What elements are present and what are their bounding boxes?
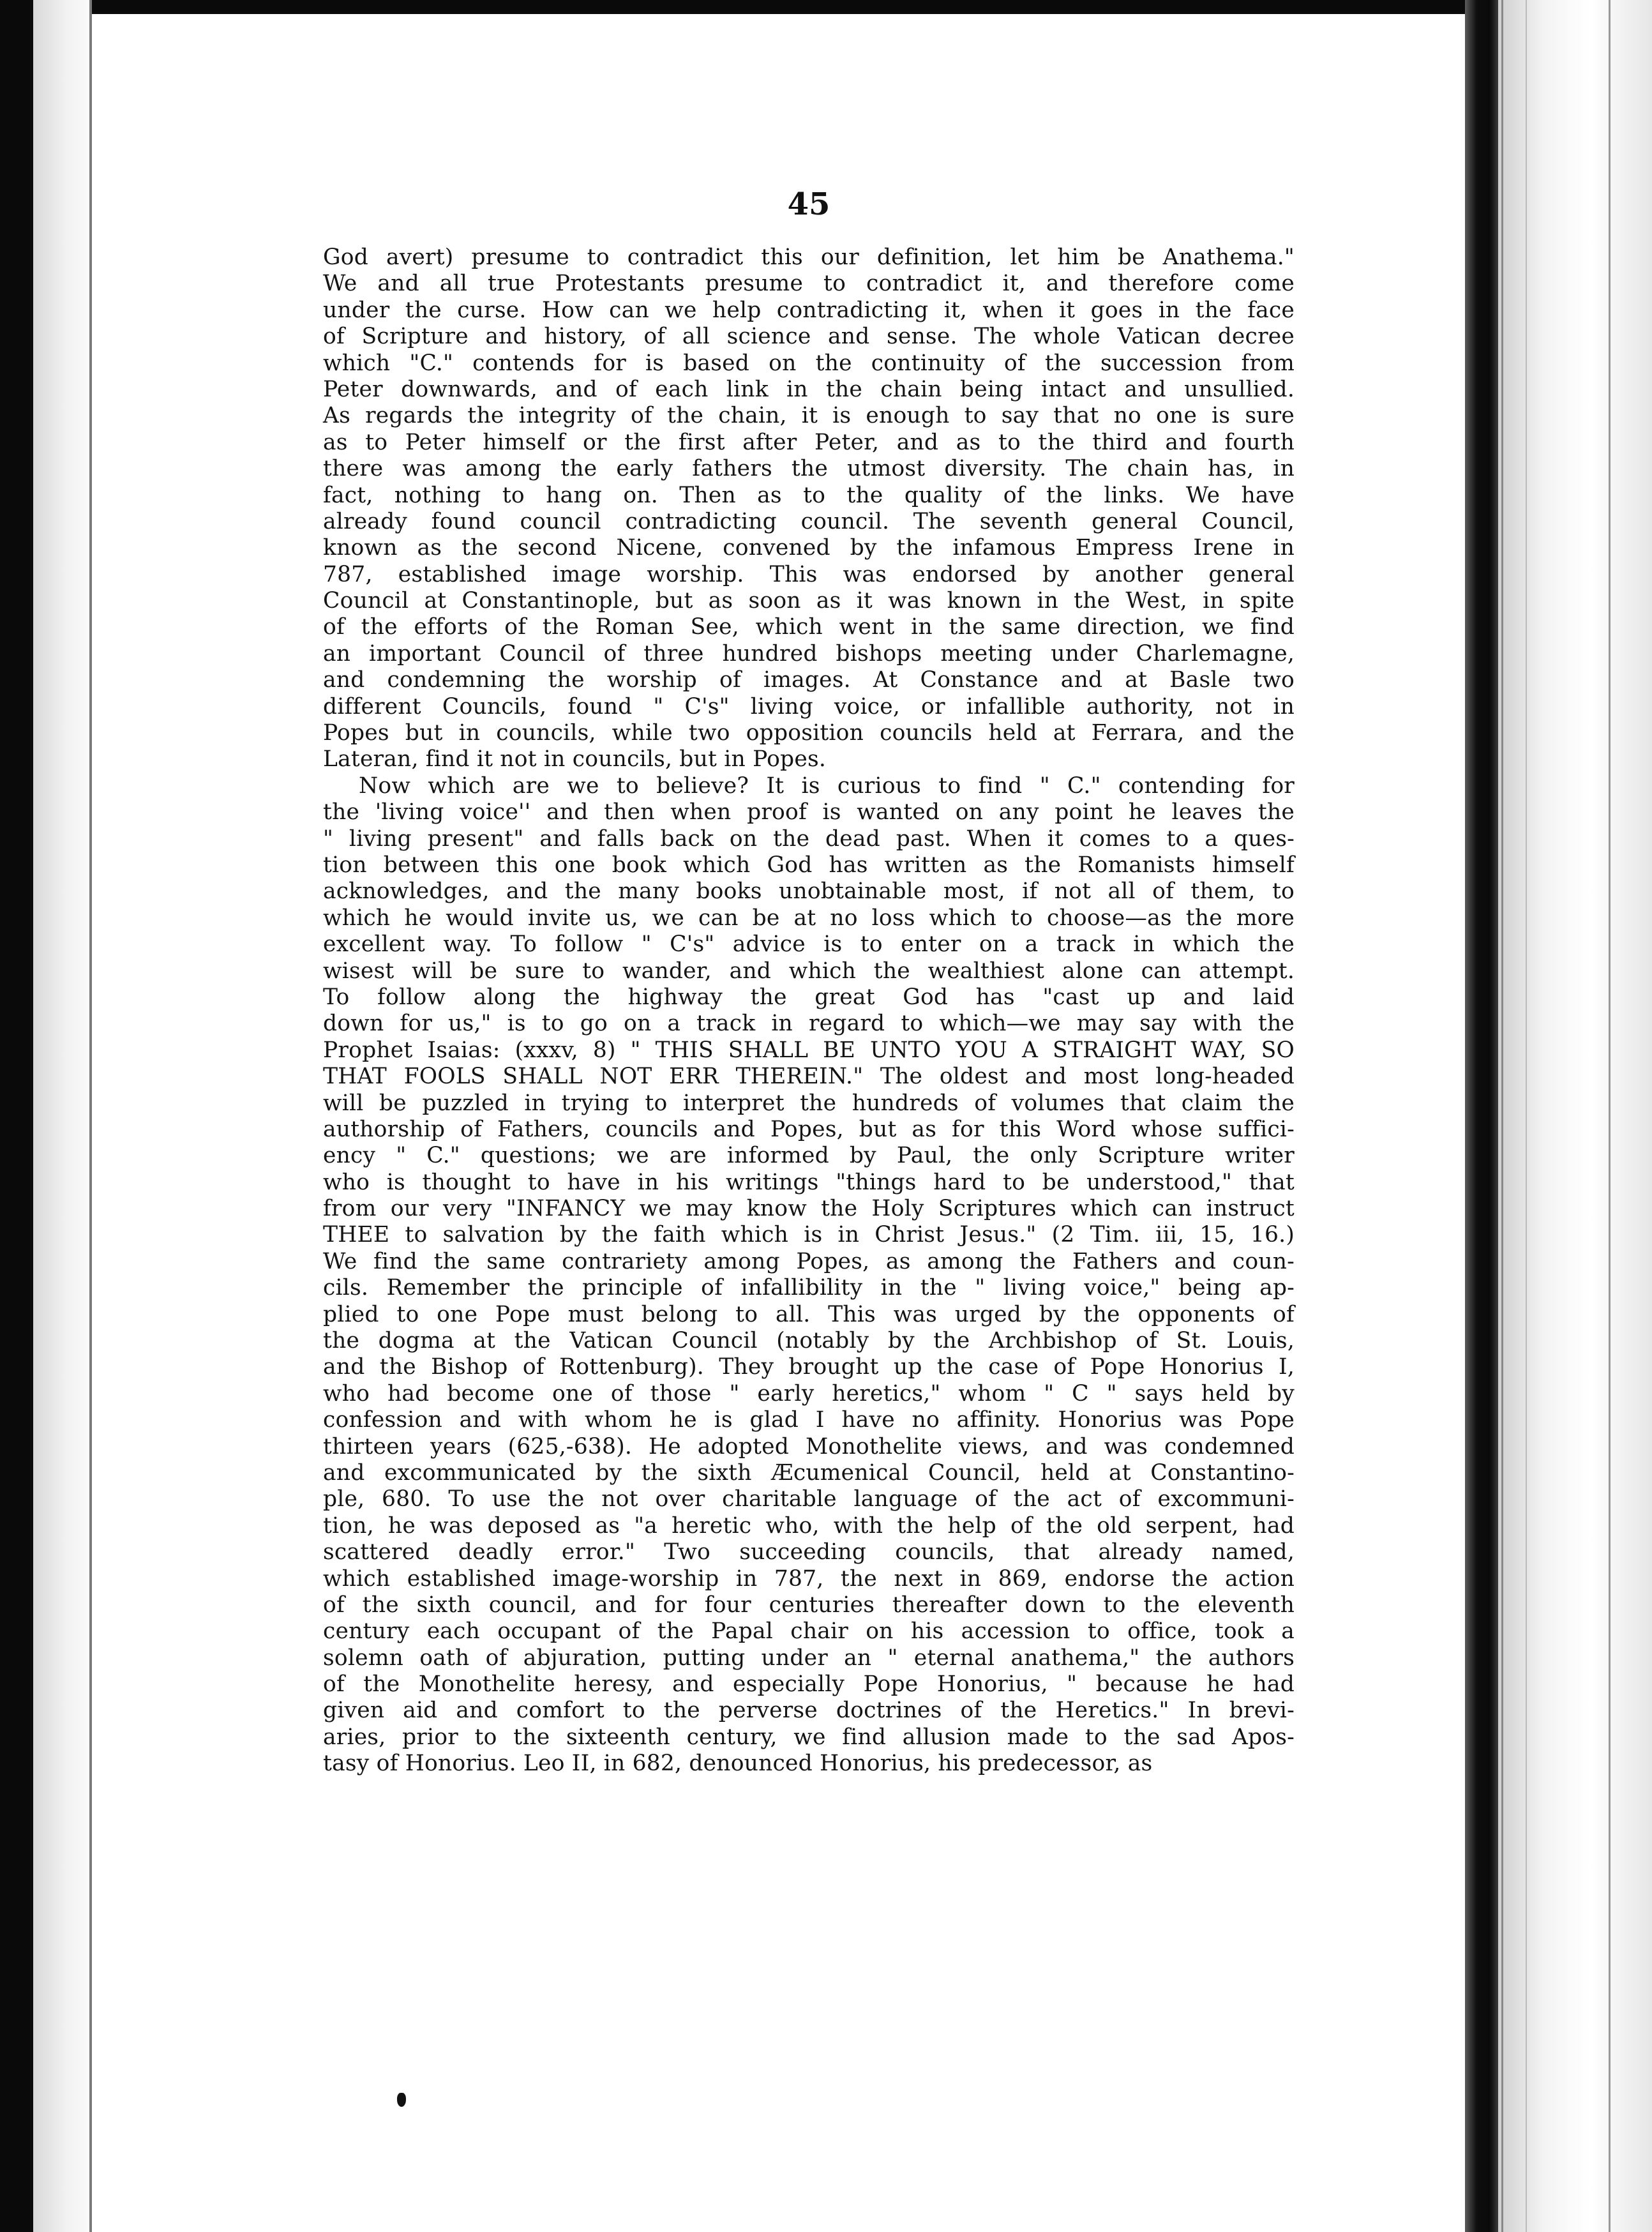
text-line: cils. Remember the principle of infallibility in the " living voice," being ap- [323,1275,1295,1301]
text-line: down for us," is to go on a track in regard to which—we may say with the [323,1011,1295,1037]
text-line: tion, he was deposed as "a heretic who, with the help of the old serpent, had [323,1512,1295,1539]
text-line: ency " C." questions; we are informed by Paul, the only Scripture writer [323,1143,1295,1169]
text-line: plied to one Pope must belong to all. This was urged by the opponents of [323,1301,1295,1327]
text-line: ple, 680. To use the not over charitable language of the act of excommuni- [323,1486,1295,1512]
text-line: God avert) presume to contradict this our definition, let him be Anathema." [323,245,1295,270]
gutter-line [1609,0,1611,2232]
text-line: wisest will be sure to wander, and which the wealthiest alone can attempt. [323,958,1295,984]
text-line: Lateran, find it not in councils, but in Popes. [323,746,827,773]
text-line: acknowledges, and the many books unobtainable most, if not all of them, to [323,878,1295,905]
text-line: which "C." contends for is based on the continuity of the succession from [323,350,1295,376]
book-gutter [1465,0,1498,2232]
text-line: as to Peter himself or the first after Peter, and as to the third and fourth [323,429,1295,455]
text-line: aries, prior to the sixteenth century, we find allusion made to the sad Apos- [323,1724,1295,1750]
text-line: the dogma at the Vatican Council (notably by the Archbishop of St. Louis, [323,1328,1295,1354]
text-line: of the efforts of the Roman See, which went in the same direction, we find [323,614,1295,640]
text-line: of the Monothelite heresy, and especially Pope Honorius, " because he had [323,1671,1295,1698]
text-line: Peter downwards, and of each link in the chain being intact and unsullied. [323,376,1295,402]
scan-border-top [0,0,1652,14]
gutter-line [1501,0,1503,2232]
body-text [323,245,1295,1777]
text-line: thirteen years (625,-638). He adopted Monothelite views, and was condemned [323,1433,1295,1459]
text-line: THEE to salvation by the faith which is in Christ Jesus." (2 Tim. iii, 15, 16.) [323,1222,1295,1248]
text-line: tion between this one book which God has written as the Romanists himself [323,852,1295,878]
text-line: different Councils, found " C's" living voice, or infallible authority, not in [323,693,1295,720]
text-line: Council at Constantinople, but as soon as it was known in the West, in spite [323,588,1295,614]
text-line: Popes but in councils, while two opposition councils held at Ferrara, and the [323,720,1295,746]
ink-blot [397,2093,406,2107]
text-line: given aid and comfort to the perverse doctrines of the Heretics." In brevi- [323,1698,1295,1724]
text-line: solemn oath of abjuration, putting under an " eternal anathema," the authors [323,1645,1295,1671]
page-number: 45 [787,186,830,222]
text-line: there was among the early fathers the utmost diversity. The chain has, in [323,456,1295,482]
text-line: and the Bishop of Rottenburg). They brought up the case of Pope Honorius I, [323,1354,1295,1380]
text-line: Prophet Isaias: (xxxv, 8) " THIS SHALL BE UNTO YOU A STRAIGHT WAY, SO [323,1037,1295,1063]
text-line: " living present" and falls back on the dead past. When it comes to a ques- [323,826,1295,852]
text-line: excellent way. To follow " C's" advice is to enter on a track in which the [323,931,1295,958]
gutter-line [1526,0,1527,2232]
text-line: an important Council of three hundred bishops meeting under Charlemagne, [323,640,1295,667]
text-line: We and all true Protestants presume to contradict it, and therefore come [323,271,1295,297]
text-line: century each occupant of the Papal chair on his accession to office, took a [323,1618,1295,1645]
text-line: 787, established image worship. This was endorsed by another general [323,561,1295,587]
text-line: and condemning the worship of images. At Constance and at Basle two [323,667,1295,693]
text-line: scattered deadly error." Two succeeding councils, that already named, [323,1539,1295,1565]
text-line: Now which are we to believe? It is curious to find " C." contending for [359,773,1295,799]
text-line: To follow along the highway the great God has "cast up and laid [323,984,1295,1010]
page-edge-line [89,0,92,2232]
text-line: and excommunicated by the sixth Æcumenical Council, held at Constantino- [323,1459,1295,1486]
text-line: under the curse. How can we help contradicting it, when it goes in the face [323,297,1295,323]
text-line: of the sixth council, and for four centuries thereafter down to the eleventh [323,1592,1295,1618]
text-line: who is thought to have in his writings "things hard to be understood," that [323,1169,1295,1195]
text-line: We find the same contrariety among Popes, as among the Fathers and coun- [323,1248,1295,1274]
page-edge-shadow [33,0,89,2232]
text-line: confession and with whom he is glad I have no affinity. Honorius was Pope [323,1407,1295,1433]
scan-border-left [0,0,33,2232]
text-line: the 'living voice'' and then when proof is wanted on any point he leaves the [323,799,1295,826]
adjacent-page-edge [1498,0,1652,2232]
text-line: fact, nothing to hang on. Then as to the quality of the links. We have [323,482,1295,508]
text-line: THAT FOOLS SHALL NOT ERR THEREIN." The oldest and most long-headed [323,1064,1295,1090]
text-line: of Scripture and history, of all science and sense. The whole Vatican decree [323,324,1295,350]
text-line: known as the second Nicene, convened by the infamous Empress Irene in [323,535,1295,561]
text-line: which he would invite us, we can be at no loss which to choose—as the more [323,905,1295,931]
text-line: authorship of Fathers, councils and Popes, but as for this Word whose suffici- [323,1116,1295,1142]
text-line: tasy of Honorius. Leo II, in 682, denounced Honorius, his predecessor, as [323,1751,1153,1777]
text-line: will be puzzled in trying to interpret the hundreds of volumes that claim the [323,1090,1295,1116]
text-line: As regards the integrity of the chain, it is enough to say that no one is sure [323,403,1295,429]
text-line: who had become one of those " early heretics," whom " C " says held by [323,1380,1295,1406]
text-line: already found council contradicting council. The seventh general Council, [323,508,1295,534]
text-line: which established image-worship in 787, the next in 869, endorse the action [323,1565,1295,1592]
text-line: from our very "INFANCY we may know the Holy Scriptures which can instruct [323,1196,1295,1222]
